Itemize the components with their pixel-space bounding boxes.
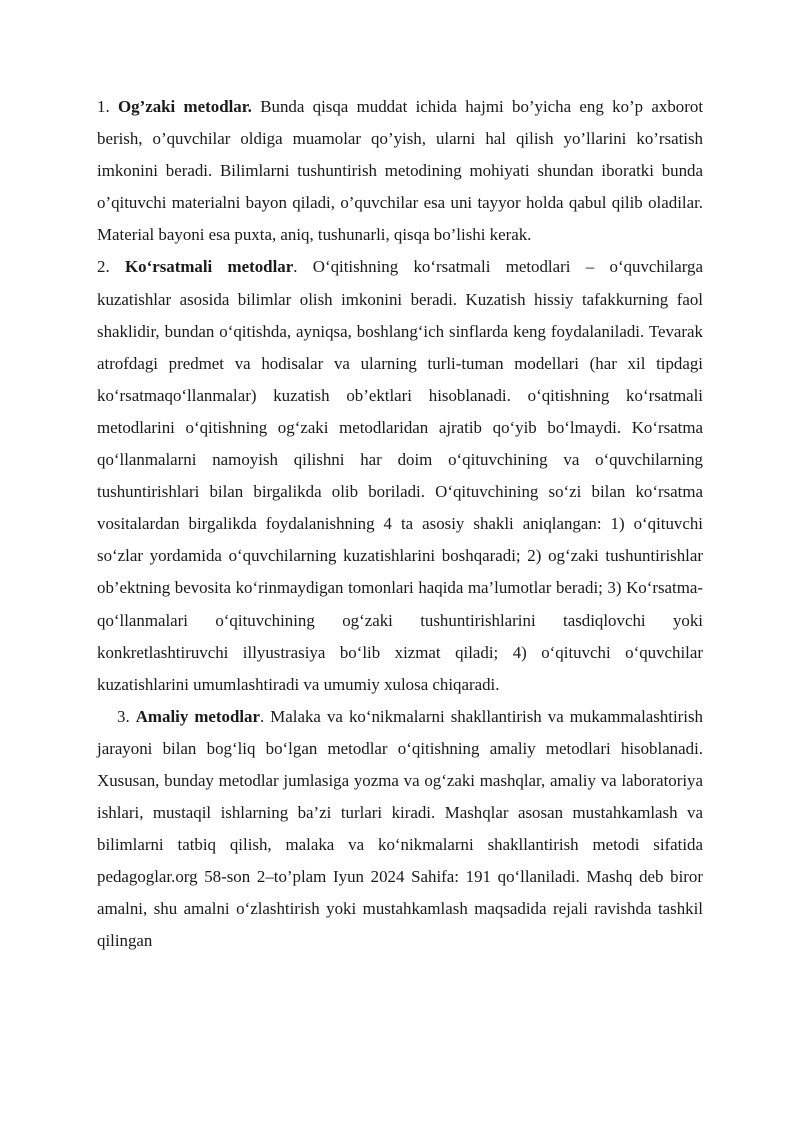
section-body: Bunda qisqa muddat ichida hajmi bo’yicha eng ko’p axborot berish, o’quvchilar oldiga muamolar qo’yish, ularni hal qilish yo’llarini ko’rsatish imkonini beradi. Bilimlarni tushuntirish metodining mohiyati shundan iboratki bunda o’qituvchi materialni bayon qiladi, o’quvchilar esa uni tayyor holda qabul qilib oladilar. Material bayoni esa puxta, aniq, tushunarli, qisqa bo’lishi kerak. — [97, 97, 704, 245]
section-heading: Og’zaki metodlar. — [118, 97, 252, 116]
document-page — [97, 91, 703, 958]
paragraph-visual-methods — [97, 251, 703, 700]
section-body: . O‘qitishning ko‘rsatmali metodlari – o‘quvchilarga kuzatishlar asosida bilimlar olish imkonini beradi. Kuzatish hissiy tafakkurning faol shaklidir, bundan o‘qitishda, ayniqsa, boshlang‘ich sinflarda keng foydalaniladi. Tevarak atrofdagi predmet va hodisalar va ularning turli-tuman modellari (har xil tipdagi ko‘rsatmaqo‘llanmalar) kuzatish ob’ektlari hisoblanadi. o‘qitishning ko‘rsatmali metodlarini o‘qitishning og‘zaki metodlaridan ajratib qo‘yib bo‘lmaydi. Ko‘rsatma qo‘llanmalarni namoyish qilishni har doim o‘qituvchining va o‘quvchilarning tushuntirishlari bilan birgalikda olib boriladi. O‘qituvchining so‘zi bilan ko‘rsatma vositalardan birgalikda foydalanishning 4 ta asosiy shakli aniqlangan: 1) o‘qituvchi so‘zlar yordamida o‘quvchilarning kuzatishlarini boshqaradi; 2) og‘zaki tushuntirishlar ob’ektning bevosita ko‘rinmaydigan tomonlari haqida ma’lumotlar beradi; 3) Ko‘rsatma-qo‘llanmalari o‘qituvchining og‘zaki tushuntirishlarini tasdiqlovchi yoki konkretlashtiruvchi illyustrasiya bo‘lib xizmat qiladi; 4) o‘qituvchi o‘quvchilar kuzatishlarini umumlashtiradi va umumiy xulosa chiqaradi. — [97, 257, 703, 694]
paragraph-oral-methods — [97, 91, 703, 251]
section-heading: Amaliy metodlar — [135, 706, 260, 726]
section-number: 2. — [97, 257, 125, 277]
section-heading: Ko‘rsatmali metodlar — [124, 257, 294, 277]
paragraph-practical-methods — [97, 701, 703, 958]
section-body: . Malaka va ko‘nikmalarni shakllantirish va mukammalashtirish jarayoni bilan bog‘liq bo‘lgan metodlar o‘qitishning amaliy metodlari hisoblanadi. Xususan, bunday metodlar jumlasiga yozma va og‘zaki mashqlar, amaliy va laboratoriya ishlari, mustaqil ishlarning ba’zi turlari kiradi. Mashqlar asosan mustahkamlash va bilimlarni tatbiq qilish, malaka va ko‘nikmalarni shakllantirish metodi sifatida pedagoglar.org 58-son 2–to’plam Iyun 2024 Sahifa: 191 qo‘llaniladi. Mashq deb biror amalni, shu amalni o‘zlashtirish yoki mustahkamlash maqsadida rejali ravishda tashkil qilingan — [97, 706, 704, 951]
section-number: 1. — [97, 97, 118, 116]
section-number: 3. — [117, 706, 136, 726]
